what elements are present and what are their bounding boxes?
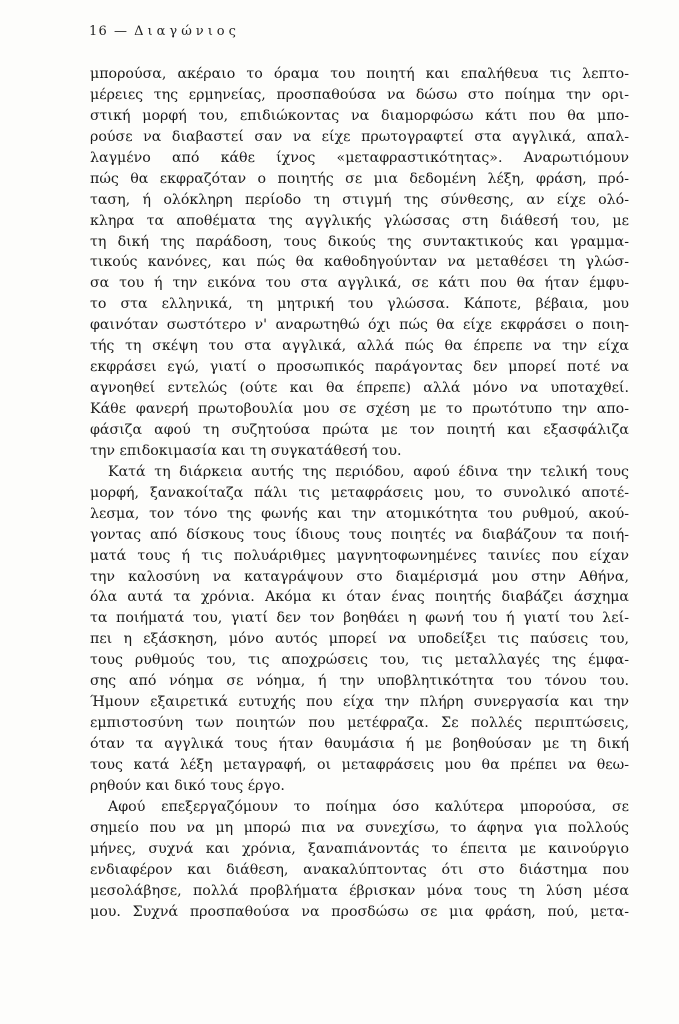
text-line: λεσμα, τον τόνο της φωνής και την ατομικότητα του ρυθμού, ακού- [90,505,629,522]
text-line: ματά τους ή τις πολυάριθμες μαγνητοφωνημένες ταινίες που είχαν [90,547,629,564]
text-line: γοντας από δίσκους τους ίδιους τους ποιητές να διαβάζουν τα ποιή- [90,526,629,543]
text-line: Αφού επεξεργαζόμουν το ποίημα όσο καλύτερα μπορούσα, σε [108,798,629,815]
text-line: τα ποιήματά του, γιατί δεν τον βοηθάει η φωνή του ή γιατί του λεί- [90,610,629,627]
text-line: τους ρυθμούς του, τις αποχρώσεις του, τις μεταλλαγές της έμφα- [90,652,629,669]
header-dash: — [113,24,129,39]
text-line: πώς θα εκφραζόταν ο ποιητής σε μια δεδομένη λέξη, φράση, πρό- [90,170,629,187]
text-line: εμπιστοσύνη των ποιητών που μετέφραζα. Σε πολλές περιπτώσεις, [90,715,629,732]
text-line: ρούσε να διαβαστεί σαν να είχε πρωτογραφτεί στα αγγλικά, απαλ- [90,128,629,145]
text-line: μορφή, ξανακοίταζα πάλι τις μεταφράσεις μου, το συνολικό αποτέ- [90,484,629,501]
text-line: τη δική της παράδοση, τους δικούς της συντακτικούς και γραμμα- [90,233,629,250]
paragraph [90,64,629,462]
body-text [90,64,629,922]
book-title: Διαγώνιος [134,24,240,39]
paragraph [90,462,629,797]
text-line: ταση, ή ολόκληρη περίοδο τη στιγμή της σύνθεσης, αν είχε ολό- [90,191,629,208]
text-line: τικούς κανόνες, και πώς θα καθοδηγούνταν να μεταθέσει τη γλώσ- [90,254,629,271]
running-head [89,24,240,39]
text-line: σα του ή την εικόνα του στα αγγλικά, σε κάτι που θα ήταν έμφυ- [90,275,629,292]
text-line: κληρα τα αποθέματα της αγγλικής γλώσσας στη διάθεσή του, με [90,212,629,229]
text-line: σης από νόημα σε νόημα, ή την υποβλητικότητα του τόνου του. [90,673,629,690]
text-line: στική μορφή του, επιδιώκοντας να διαμορφώσω κάτι που θα μπο- [90,107,629,124]
text-line: όταν τα αγγλικά τους ήταν θαυμάσια ή με βοηθούσαν με τη δική [90,736,629,752]
text-line: Κάθε φανερή πρωτοβουλία μου σε σχέση με το πρωτότυπο την απο- [90,401,629,417]
text-line: μήνες, συχνά και χρόνια, ξαναπιάνοντάς το έπειτα με καινούργιο [90,840,629,857]
text-line: σημείο που να μη μπορώ πια να συνεχίσω, το άφηνα για πολλούς [90,819,629,836]
text-line: μεσολάβησε, πολλά προβλήματα έβρισκαν μόνα τους τη λύση μέσα [90,882,629,899]
text-line: φάσιζα αφού τη συζητούσα πρώτα με τον ποιητή και εξασφάλιζα [90,421,629,438]
text-line: ρηθούν και δικό τους έργο. [90,777,285,794]
text-line: Ήμουν εξαιρετικά ευτυχής που είχα την πλήρη συνεργασία και την [90,694,629,711]
text-line: την επιδοκιμασία και τη συγκατάθεσή του. [90,442,402,459]
text-line: ενδιαφέρον και διάθεση, ανακαλύπτοντας ότι στο διάστημα που [90,861,629,878]
text-line: μου. Συχνά προσπαθούσα να προσδώσω σε μια φράση, πού, μετα- [90,903,629,920]
text-line: πει η εξάσκηση, μόνο αυτός μπορεί να υποδείξει τις παύσεις του, [90,631,629,648]
text-line: μέρειες της ερμηνείας, προσπαθούσα να δώσω στο ποίημα την ορι- [90,86,629,103]
page-number: 16 [89,24,108,39]
text-line: την καλοσύνη να καταγράψουν στο διαμέρισμά μου στην Αθήνα, [90,568,629,585]
text-line: φαινόταν σωστότερο ν' αναρωτηθώ όχι πώς θα είχε εκφράσει ο ποιη- [90,317,629,334]
text-line: τους κατά λέξη μεταγραφή, οι μεταφράσεις μου θα πρέπει να θεω- [90,756,629,773]
text-line: μπορούσα, ακέραιο το όραμα του ποιητή και επαλήθευα τις λεπτο- [90,66,629,82]
text-line: εκφράσει εγώ, γιατί ο προσωπικός παράγοντας δεν μπορεί ποτέ να [90,359,629,376]
text-line: Κατά τη διάρκεια αυτής της περιόδου, αφού έδινα την τελική τους [108,463,629,480]
text-line: τής τη σκέψη του στα αγγλικά, αλλά πώς θα έπρεπε να την είχα [90,338,629,355]
text-line: το στα ελληνικά, τη μητρική του γλώσσα. Κάποτε, βέβαια, μου [90,296,629,313]
text-line: όλα αυτά τα χρόνια. Ακόμα κι όταν ένας ποιητής διαβάζει άσχημα [90,589,629,606]
paragraph [90,797,629,923]
text-line: αγνοηθεί εντελώς (ούτε και θα έπρεπε) αλλά μόνο να υποταχθεί. [90,380,629,397]
text-line: λαγμένο από κάθε ίχνος «μεταφραστικότητας». Αναρωτιόμουν [90,149,629,166]
